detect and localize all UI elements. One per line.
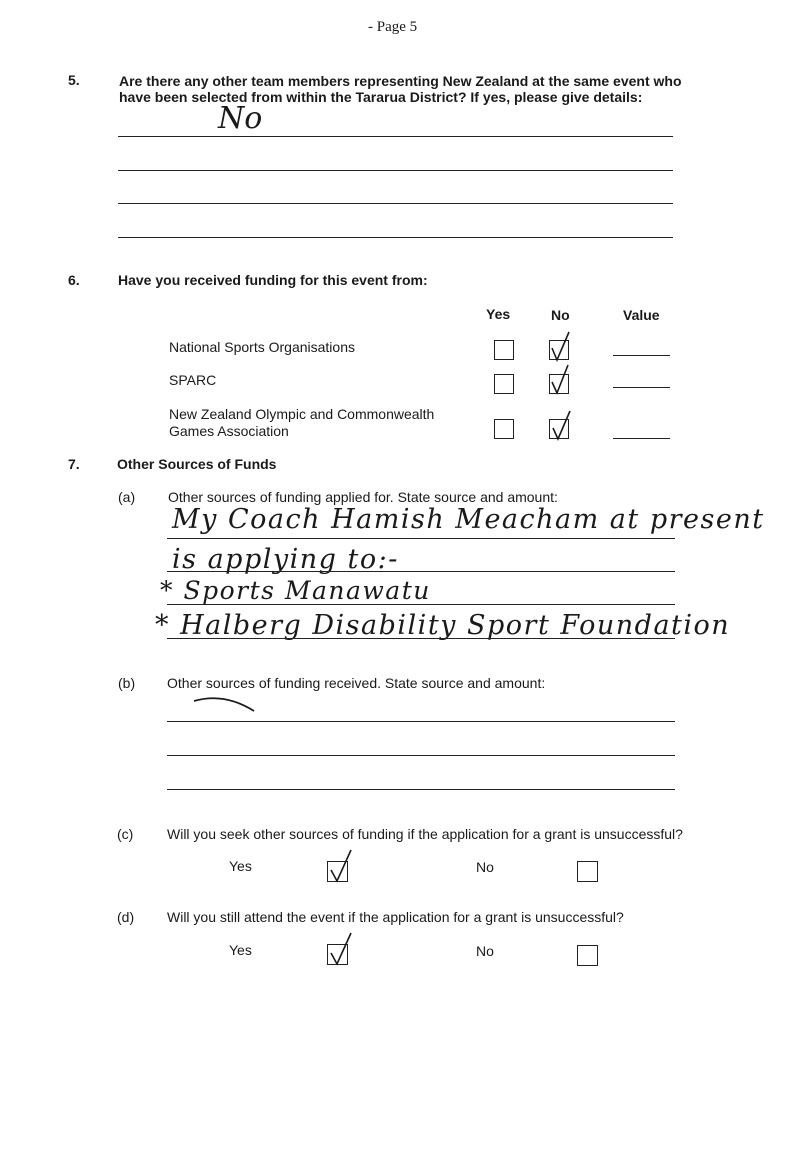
q7d-letter: (d)	[117, 909, 135, 925]
nzoc-no-checkbox[interactable]	[549, 419, 569, 439]
q7a-letter: (a)	[118, 489, 136, 505]
funding-row-nzoc-label	[169, 406, 434, 440]
q7b-line-1	[167, 721, 675, 722]
q5-answer-line-1	[118, 136, 673, 137]
sparc-yes-checkbox[interactable]	[494, 374, 514, 394]
page-number: - Page 5	[368, 19, 418, 35]
nzoc-label-line1: New Zealand Olympic and Commonwealth	[169, 406, 435, 422]
q7d-prompt: Will you still attend the event if the application for a grant is unsuccessful?	[167, 909, 624, 925]
q5-answer-line-3	[118, 203, 673, 204]
nso-no-checkbox[interactable]	[549, 340, 569, 360]
q7c-yes-label: Yes	[229, 858, 252, 874]
question-6-text: Have you received funding for this event from:	[118, 272, 428, 288]
q7b-letter: (b)	[118, 675, 136, 691]
question-5-text-line1: Are there any other team members representing New Zealand at the same event who	[119, 73, 682, 89]
header-yes: Yes	[486, 306, 511, 322]
q7a-prompt: Other sources of funding applied for. State source and amount:	[168, 489, 558, 505]
q7b-prompt: Other sources of funding received. State source and amount:	[167, 675, 546, 691]
q7a-line-4	[167, 638, 675, 639]
q7a-line-1	[167, 538, 675, 539]
checkmark-icon	[327, 849, 361, 885]
question-6-number: 6.	[68, 272, 80, 288]
q7c-no-checkbox[interactable]	[577, 861, 598, 882]
q7c-no-label: No	[476, 859, 494, 875]
question-7-number: 7.	[68, 456, 80, 472]
checkmark-icon	[548, 330, 578, 364]
header-no: No	[551, 307, 570, 323]
q7a-handwriting-line2: is applying to:-	[172, 544, 399, 575]
nso-value-line	[613, 355, 670, 356]
q7a-line-3	[167, 604, 675, 605]
q7d-no-checkbox[interactable]	[577, 945, 598, 966]
question-5-text-line2: have been selected from within the Tararua District? If yes, please give details:	[119, 89, 643, 105]
q5-answer-line-2	[118, 170, 673, 171]
checkmark-icon	[549, 410, 579, 444]
q7b-line-3	[167, 789, 675, 790]
q7c-prompt: Will you seek other sources of funding if the application for a grant is unsuccessful?	[167, 826, 683, 842]
q7d-no-label: No	[476, 943, 494, 959]
q7d-yes-label: Yes	[229, 942, 252, 958]
question-5-answer: No	[218, 101, 263, 136]
q7a-handwriting-line3: * Sports Manawatu	[160, 576, 431, 605]
q7d-yes-checkbox[interactable]	[327, 944, 348, 965]
question-5-number: 5.	[68, 72, 80, 88]
sparc-value-line	[613, 387, 670, 388]
q7a-handwriting-line4: * Halberg Disability Sport Foundation	[155, 610, 731, 641]
question-5-text	[119, 73, 682, 105]
nso-yes-checkbox[interactable]	[494, 340, 514, 360]
funding-row-nso-label: National Sports Organisations	[169, 339, 355, 355]
question-7-title: Other Sources of Funds	[117, 456, 277, 472]
sparc-no-checkbox[interactable]	[549, 374, 569, 394]
funding-row-sparc-label: SPARC	[169, 372, 217, 388]
q7a-line-2	[167, 571, 675, 572]
header-value: Value	[623, 307, 660, 323]
checkmark-icon	[327, 932, 361, 968]
q7c-yes-checkbox[interactable]	[327, 861, 348, 882]
q7b-line-2	[167, 755, 675, 756]
nzoc-label-line2: Games Association	[169, 423, 289, 439]
checkmark-icon	[548, 363, 578, 397]
nzoc-yes-checkbox[interactable]	[494, 419, 514, 439]
nzoc-value-line	[613, 438, 670, 439]
q7a-handwriting-line1: My Coach Hamish Meacham at present	[172, 504, 765, 535]
q7c-letter: (c)	[117, 826, 134, 842]
q5-answer-line-4	[118, 237, 673, 238]
dash-mark	[190, 693, 260, 717]
